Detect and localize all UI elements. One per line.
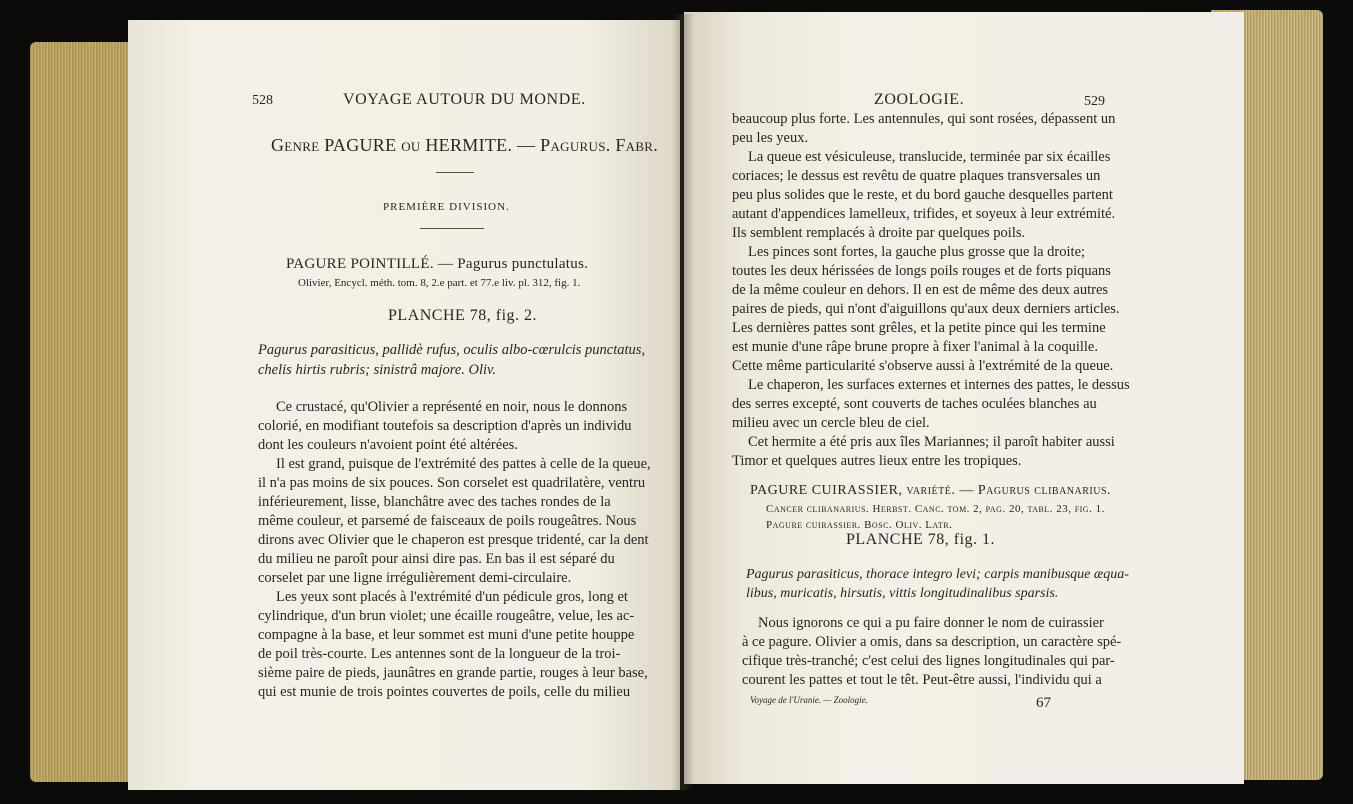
body-line: sième paire de pieds, jaunâtres en grande partie, rouges à leur base,	[258, 665, 648, 681]
body-line: courent les pattes et tout le têt. Peut-être aussi, l'individu qui a	[742, 672, 1102, 688]
body-line: inférieurement, lisse, blanchâtre avec des taches rondes de la	[258, 494, 611, 510]
divider	[436, 172, 474, 173]
left-page	[128, 20, 680, 790]
body-line: autant d'appendices lamelleux, trifides, et soyeux à leur extrémité.	[732, 206, 1116, 222]
plate-reference: PLANCHE 78, fig. 2.	[388, 307, 538, 324]
latin-diagnosis-line: libus, muricatis, hirsutis, vittis longitudinalibus sparsis.	[746, 586, 1059, 601]
body-line: Les yeux sont placés à l'extrémité d'un pédicule gros, long et	[276, 589, 628, 605]
reference-line: Olivier, Encycl. méth. tom. 8, 2.e part. et 77.e liv. pl. 312, fig. 1.	[298, 277, 581, 289]
body-line: est munie d'une râpe brune propre à fixer l'animal à la coquille.	[732, 339, 1098, 355]
latin-diagnosis-line: Pagurus parasiticus, thorace integro levi; carpis manibusque æqua-	[746, 567, 1129, 582]
body-line: de poil très-courte. Les antennes sont de la longueur de la troi-	[258, 646, 621, 662]
species-heading: PAGURE CUIRASSIER, variété. — Pagurus clibanarius.	[750, 483, 1112, 498]
body-line: peu plus solides que le reste, et du bord gauche desquelles partent	[732, 187, 1113, 203]
page-number: 528	[252, 93, 273, 108]
body-line: beaucoup plus forte. Les antennules, qui sont rosées, dépassent un	[732, 111, 1116, 127]
plate-reference: PLANCHE 78, fig. 1.	[846, 531, 996, 548]
body-line: de la même couleur en dehors. Il en est de même des deux autres	[732, 282, 1109, 298]
divider	[420, 228, 484, 229]
body-line: coriaces; le dessus est revêtu de quatre plaques transversales un	[732, 168, 1101, 184]
body-line: il n'a pas moins de six pouces. Son corselet est quadrilatère, ventru	[258, 475, 646, 491]
body-line: corselet par une ligne irrégulièrement demi-circulaire.	[258, 570, 572, 586]
running-head: VOYAGE AUTOUR DU MONDE.	[343, 91, 586, 108]
body-line: à ce pagure. Olivier a omis, dans sa description, un caractère spé-	[742, 634, 1122, 650]
latin-diagnosis-line: chelis hirtis rubris; sinistrâ majore. Oliv.	[258, 362, 497, 378]
book-gutter	[672, 14, 694, 790]
body-line: Il est grand, puisque de l'extrémité des pattes à celle de la queue,	[276, 456, 651, 472]
body-line: paires de pieds, qui n'ont d'aiguillons qu'aux deux derniers articles.	[732, 301, 1120, 317]
genre-heading: Genre PAGURE ou HERMITE. — Pagurus. Fabr.	[271, 135, 659, 155]
body-line: Cet hermite a été pris aux îles Mariannes; il paroît habiter aussi	[748, 434, 1115, 450]
species-heading: PAGURE POINTILLÉ. — Pagurus punctulatus.	[286, 256, 589, 272]
page-number: 529	[1084, 94, 1105, 109]
body-line: toutes les deux hérissées de longs poils rouges et de forts piquans	[732, 263, 1111, 279]
body-line: qui est munie de trois pointes couvertes de poils, celle du milieu	[258, 684, 631, 700]
body-line: Le chaperon, les surfaces externes et internes des pattes, le dessus	[748, 377, 1130, 393]
body-line: colorié, en modifiant toutefois sa description d'après un individu	[258, 418, 632, 434]
right-page	[684, 12, 1244, 784]
body-line: Les dernières pattes sont grêles, et la petite pince qui les termine	[732, 320, 1106, 336]
body-line: dont les couleurs n'avoient point été altérées.	[258, 437, 518, 453]
body-line: milieu avec un cercle bleu de ciel.	[732, 415, 930, 431]
running-head: ZOOLOGIE.	[874, 91, 965, 108]
signature-mark: 67	[1036, 695, 1051, 711]
reference-line: Pagure cuirassier. Bosc. Oliv. Latr.	[766, 519, 953, 531]
body-line: dirons avec Olivier que le chaperon est presque tridenté, car la dent	[258, 532, 649, 548]
body-line: Timor et quelques autres lieux entre les tropiques.	[732, 453, 1022, 469]
division-heading: PREMIÈRE DIVISION.	[383, 201, 510, 213]
body-line: La queue est vésiculeuse, translucide, terminée par six écailles	[748, 149, 1111, 165]
left-page-edges	[30, 42, 140, 782]
body-line: cifique très-tranché; c'est celui des lignes longitudinales qui par-	[742, 653, 1115, 669]
body-line: Ce crustacé, qu'Olivier a représenté en noir, nous le donnons	[276, 399, 628, 415]
body-line: cylindrique, d'un brun violet; une écaille rougeâtre, velue, les ac-	[258, 608, 635, 624]
reference-line: Cancer clibanarius. Herbst. Canc. tom. 2, pag. 20, tabl. 23, fig. 1.	[766, 503, 1105, 515]
body-line: Les pinces sont fortes, la gauche plus grosse que la droite;	[748, 244, 1086, 260]
body-line: du milieu ne paroît pour ainsi dire pas. En bas il est séparé du	[258, 551, 615, 567]
latin-diagnosis-line: Pagurus parasiticus, pallidè rufus, oculis albo-cœrulcis punctatus,	[258, 342, 646, 358]
body-line: même couleur, et parsemé de faisceaux de poils rougeâtres. Nous	[258, 513, 637, 529]
body-line: Nous ignorons ce qui a pu faire donner le nom de cuirassier	[758, 615, 1104, 631]
body-line: des serres excepté, sont couverts de taches oculées blanches au	[732, 396, 1097, 412]
body-line: Ils semblent remplacés à droite par quelques poils.	[732, 225, 1026, 241]
body-line: compagne à la base, et leur sommet est muni d'une petite houppe	[258, 627, 635, 643]
body-line: peu les yeux.	[732, 130, 809, 146]
footer-note: Voyage de l'Uranie. — Zoologie.	[750, 695, 868, 705]
body-line: Cette même particularité s'observe aussi à l'extrémité de la queue.	[732, 358, 1114, 374]
